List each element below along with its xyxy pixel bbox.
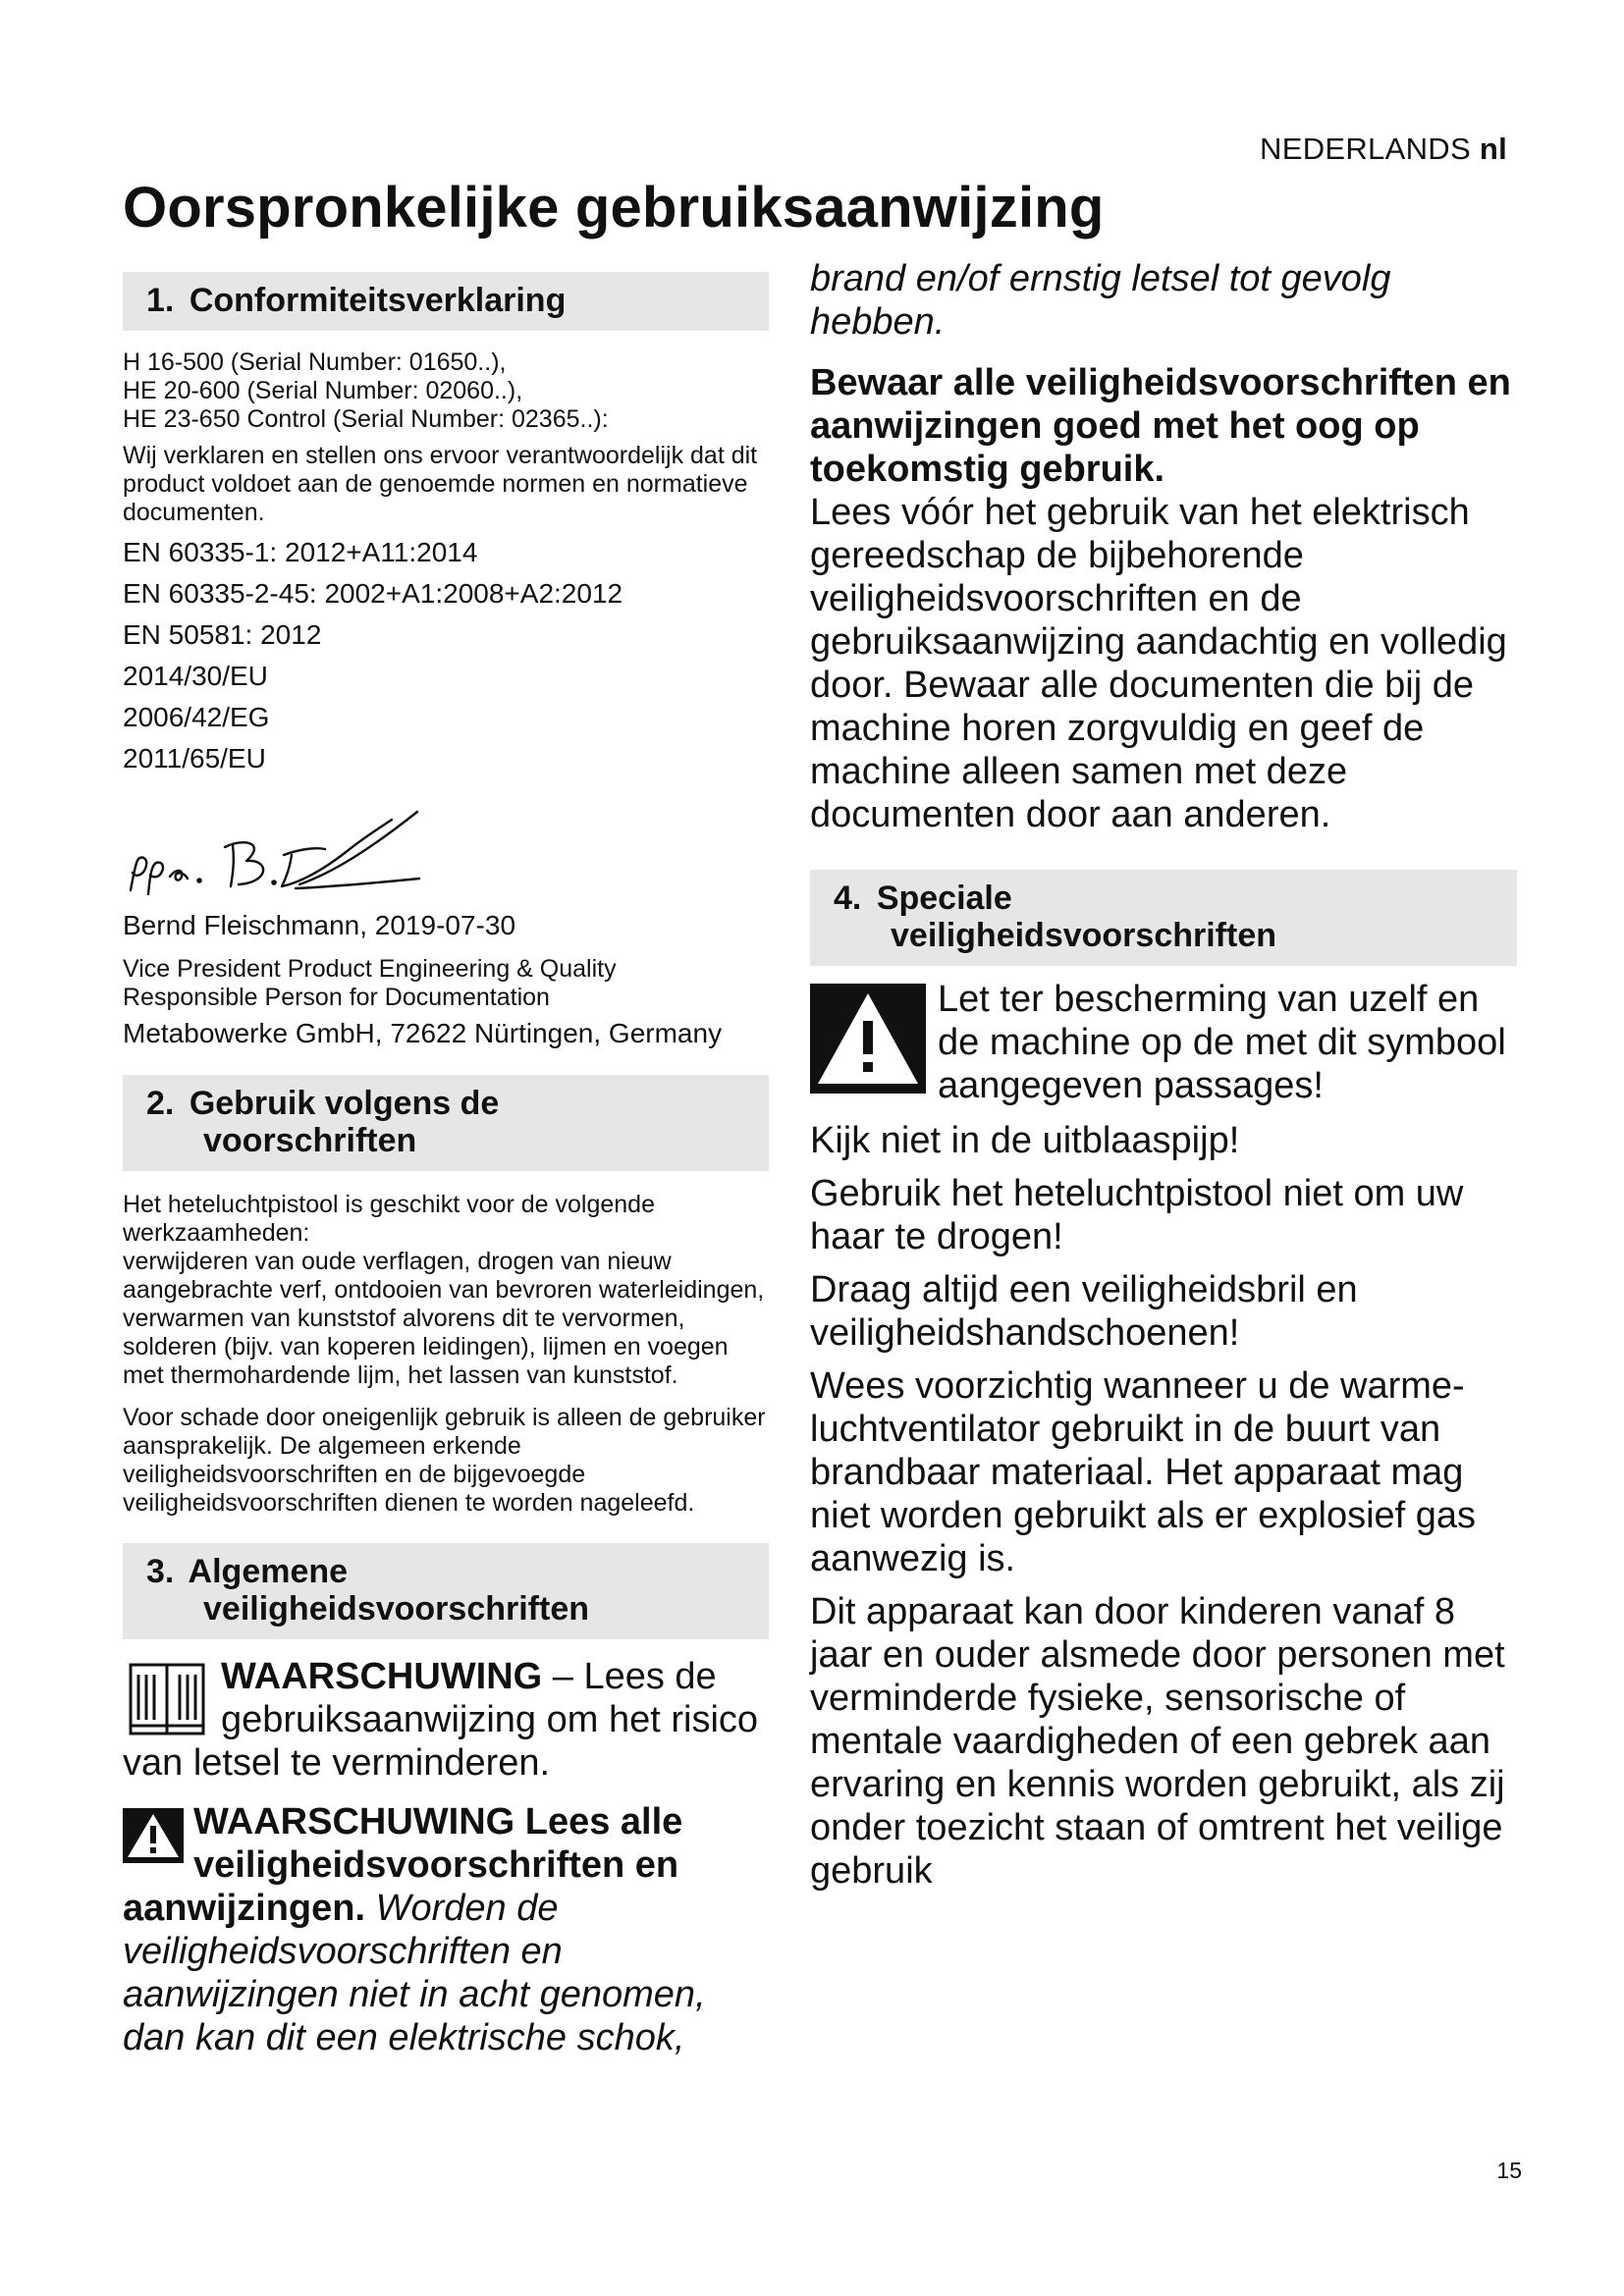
standards-list [123, 537, 769, 774]
declaration-text: Wij verklaren en stellen ons ervoor verantwoordelijk dat dit product voldoet aan de genoemde normen en normatieve documenten. [123, 442, 758, 526]
safety-item: Kijk niet in de uitblaaspijp! [810, 1120, 1240, 1161]
section4-title-line1: Speciale [876, 880, 1012, 917]
right-column [810, 257, 1517, 1893]
section3-title-line1: Algemene [188, 1553, 349, 1590]
warning-symbol-icon [810, 984, 926, 1094]
section4-heading [810, 870, 1517, 966]
standard-item: EN 60335-1: 2012+A11:2014 [123, 537, 478, 567]
warning-read-all-bold: WAARSCHUWING Lees alle veiligheidsvoorschriften en aanwijzingen. [123, 1801, 683, 1929]
warning-continuation: brand en/of ernstig letsel tot gevolg hebben. [810, 258, 1391, 343]
read-instructions-text: Lees vóór het gebruik van het elektrisch gereedschap de bijbehorende veiligheidsvoorschriften en de gebruiksaanwijzing aandachtig en volledig door. Bewaar alle documenten die bij de machine horen zorgvuldig en geef de machine alleen samen met deze documenten door aan anderen. [810, 492, 1507, 835]
section1-title: Conformiteitsverklaring [189, 282, 567, 319]
symbol-notice [810, 978, 1517, 1107]
usage-list-text: verwijderen van oude verflagen, drogen van nieuw aangebrachte verf, ontdooien van bevroren waterleidingen, verwarmen van kunststof alvorens dit te vervormen, solderen (bijv. van koperen leidingen), lijmen en voegen met thermohardende lijm, het lassen van kunststof. [123, 1248, 765, 1389]
language-code: nl [1479, 132, 1507, 166]
left-column [123, 272, 769, 2059]
model-line: HE 20-600 (Serial Number: 02060..), [123, 377, 523, 404]
section1-heading [123, 272, 769, 331]
section1-number: 1. [146, 282, 175, 319]
safety-item: Wees voorzichtig wanneer u de warme-luchtventilator gebruikt in de buurt van brandbaar materiaal. Het apparaat mag niet worden gebruikt als er explosief gas aanwezig is. [810, 1365, 1477, 1579]
usage-intro: Het heteluchtpistool is geschikt voor de volgende werkzaamheden: [123, 1191, 655, 1247]
page-number: 15 [1496, 2158, 1522, 2183]
warning-label: WAARSCHUWING [221, 1656, 543, 1697]
model-line: H 16-500 (Serial Number: 01650..), [123, 348, 507, 376]
warning-read-manual [123, 1655, 769, 1785]
section2-heading [123, 1075, 769, 1171]
safety-item: Draag altijd een veiligheidsbril en veiligheidshandschoenen! [810, 1269, 1358, 1354]
warning-consequence-text: Worden de veiligheidsvoorschriften en aanwijzingen niet in acht genomen, dan kan dit een elektrische schok, [123, 1888, 706, 2058]
book-manual-icon [123, 1659, 211, 1739]
safety-item: Dit apparaat kan door kinderen vanaf 8 jaar en ouder alsmede door personen met verminderde fysieke, sensorische of mentale vaardigheden of een gebrek aan ervaring en kennis worden gebruikt, als zij onder toezicht staan of omtrent het veilige gebruik [810, 1591, 1505, 1892]
section3-number: 3. [146, 1553, 175, 1590]
model-list [123, 348, 769, 434]
language-name: NEDERLANDS [1260, 132, 1471, 166]
signer-responsibility: Responsible Person for Documentation [123, 984, 550, 1011]
safety-item: Gebruik het heteluchtpistool niet om uw haar te drogen! [810, 1173, 1464, 1257]
section2-title-line2: voorschriften [203, 1122, 417, 1159]
section3-title-line2: veiligheidsvoorschriften [203, 1590, 589, 1628]
keep-instructions-notice: Bewaar alle veiligheidsvoorschriften en aanwijzingen goed met het oog op toekomstig gebruik. [810, 362, 1511, 490]
language-indicator [1260, 132, 1507, 167]
signer-name-date: Bernd Fleischmann, 2019-07-30 [123, 910, 516, 940]
section3-heading [123, 1543, 769, 1639]
section2-title-line1: Gebruik volgens de [189, 1085, 500, 1122]
standard-item: 2006/42/EG [123, 702, 270, 732]
company-address: Metabowerke GmbH, 72622 Nürtingen, Germany [123, 1018, 723, 1048]
symbol-notice-text: Let ter bescherming van uzelf en de machine op de met dit symbool aangegeven passages! [938, 979, 1506, 1106]
section2-number: 2. [146, 1085, 175, 1122]
standard-item: EN 50581: 2012 [123, 619, 322, 650]
standard-item: 2011/65/EU [123, 743, 266, 774]
warning-read-all [123, 1800, 769, 2059]
warning-read-text: – Lees de gebruiksaanwijzing om het risico van letsel te verminderen. [123, 1656, 759, 1784]
standard-item: 2014/30/EU [123, 661, 268, 691]
warning-triangle-icon [123, 1808, 184, 1863]
model-line: HE 23-650 Control (Serial Number: 02365..): [123, 405, 609, 433]
handwritten-signature [123, 800, 447, 906]
signer-role: Vice President Product Engineering & Quality [123, 955, 617, 983]
page-title: Oorspronkelijke gebruiksaanwijzing [123, 176, 1105, 240]
section4-title-line2: veiligheidsvoorschriften [891, 917, 1276, 954]
section4-number: 4. [834, 880, 862, 917]
liability-text: Voor schade door oneigenlijk gebruik is alleen de gebruiker aansprakelijk. De algemeen erkende veiligheidsvoorschriften en de bijgevoegde veiligheidsvoorschriften dienen te worden nageleefd. [123, 1404, 766, 1517]
standard-item: EN 60335-2-45: 2002+A1:2008+A2:2012 [123, 578, 623, 609]
